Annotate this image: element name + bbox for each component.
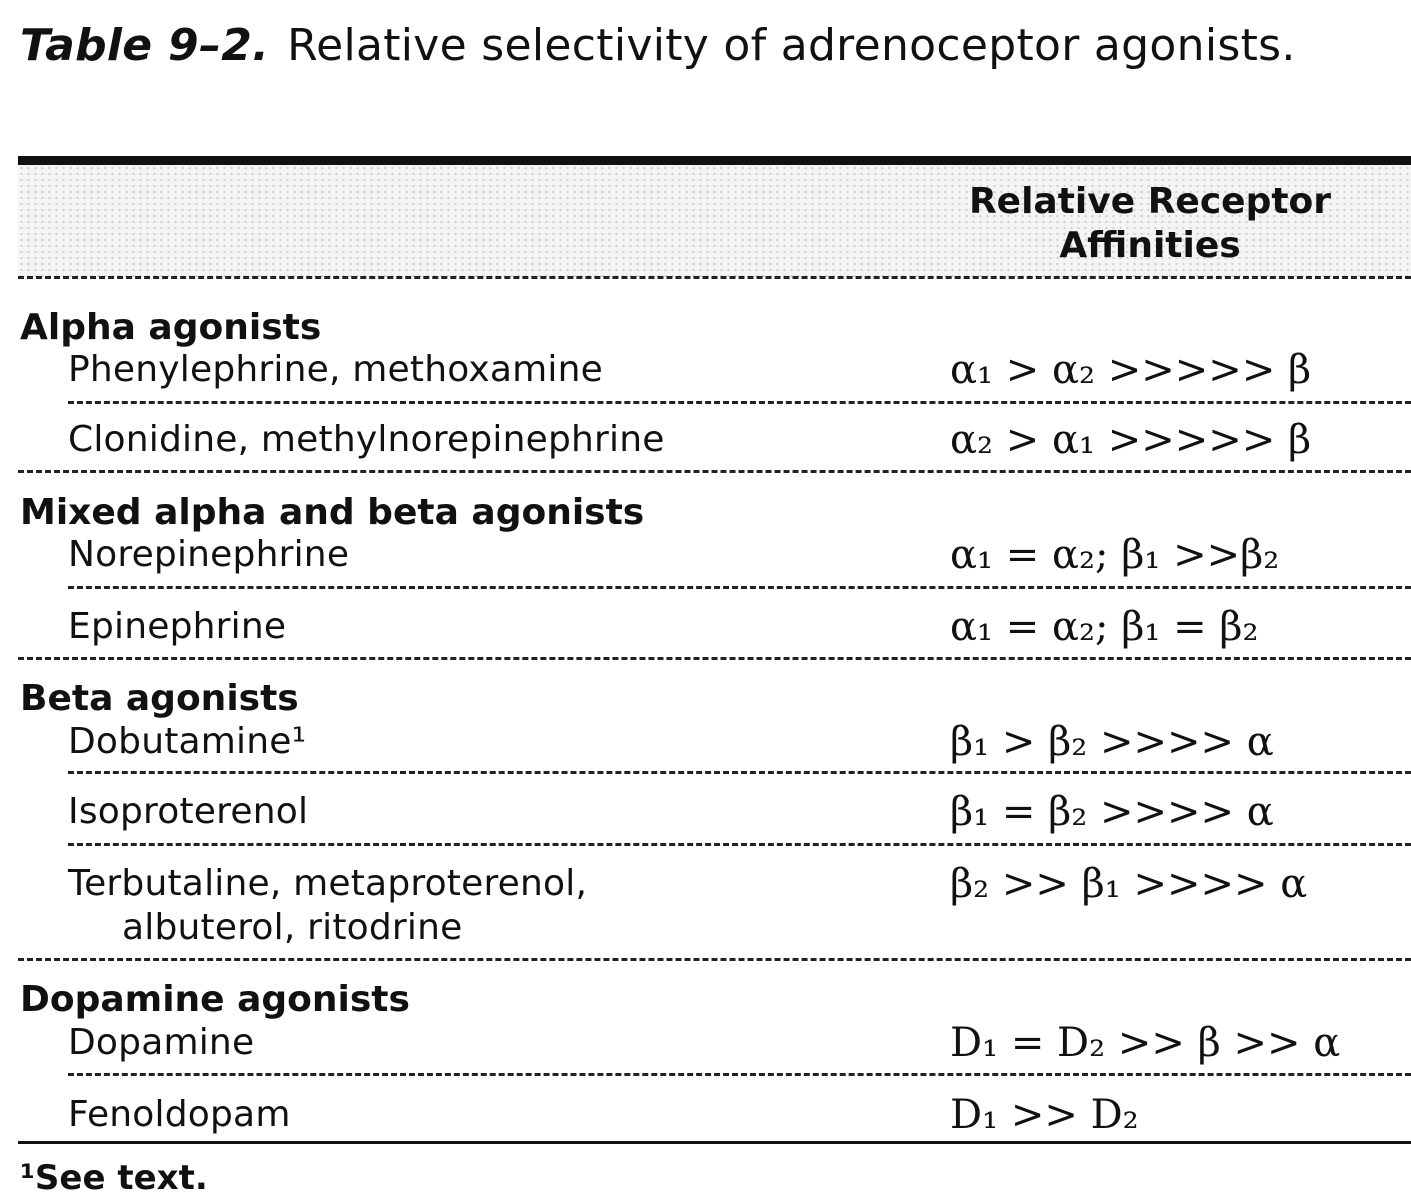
row-divider [68,586,1411,589]
row-divider [68,401,1411,404]
drug-name: Dopamine [68,1022,255,1063]
affinity-value: α₁ = α₂; β₁ = β₂ [950,604,1259,650]
table-title: Relative selectivity of adrenoceptor agonists. [287,20,1296,71]
group-heading-mixed: Mixed alpha and beta agonists [20,492,645,533]
row-divider [68,1073,1411,1076]
drug-name: Epinephrine [68,606,287,647]
table-caption [20,18,1380,74]
group-divider [18,470,1411,473]
group-divider [18,958,1411,961]
affinity-value: α₂ > α₁ >>>>> β [950,417,1312,463]
drug-name-continued: albuterol, ritodrine [122,907,463,948]
bottom-rule [18,1141,1411,1144]
group-heading-beta: Beta agonists [20,678,299,719]
top-rule [18,156,1411,165]
affinity-value: D₁ >> D₂ [950,1092,1139,1138]
drug-name: Fenoldopam [68,1094,291,1135]
group-divider [18,657,1411,660]
drug-name: Clonidine, methylnorepinephrine [68,419,665,460]
affinity-value: α₁ = α₂; β₁ >>β₂ [950,532,1280,578]
header-divider [18,276,1411,279]
column-header-affinities: Relative Receptor Affinities [968,181,1332,266]
group-heading-alpha: Alpha agonists [20,307,322,348]
drug-name: Norepinephrine [68,534,350,575]
drug-name: Terbutaline, metaproterenol, [68,863,588,904]
affinity-value: β₁ > β₂ >>>> α [950,719,1274,765]
affinity-value: α₁ > α₂ >>>>> β [950,347,1312,393]
drug-name: Isoproterenol [68,791,309,832]
group-heading-dopamine: Dopamine agonists [20,979,410,1020]
drug-name: Dobutamine¹ [68,721,307,762]
affinity-value: β₂ >> β₁ >>>> α [950,861,1308,907]
row-divider [68,771,1411,774]
affinity-value: D₁ = D₂ >> β >> α [950,1020,1341,1066]
row-divider [68,843,1411,846]
drug-name: Phenylephrine, methoxamine [68,349,603,390]
affinity-value: β₁ = β₂ >>>> α [950,789,1274,835]
table-number: Table 9–2. [20,20,270,71]
table-footnote: ¹See text. [20,1158,208,1198]
